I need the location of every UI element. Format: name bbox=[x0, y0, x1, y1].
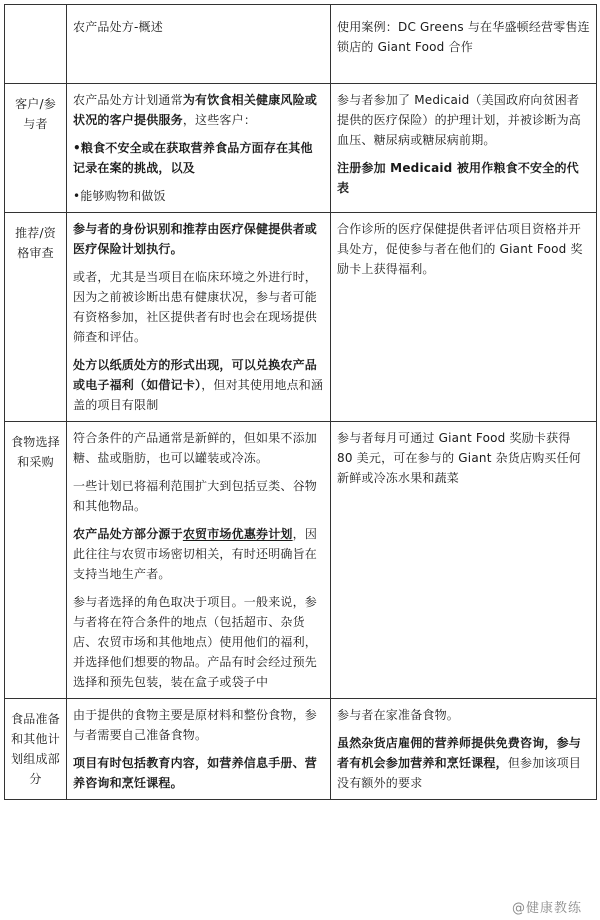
overview-cell bbox=[67, 422, 331, 699]
header-row bbox=[5, 5, 597, 84]
text-run: 但参加该项目没有额外的要求 bbox=[337, 756, 582, 790]
text-run: ，因此往往与农贸市场密切相关，有时还明确旨在支持当地生产者。 bbox=[73, 527, 318, 581]
cell-paragraph bbox=[337, 219, 590, 279]
cell-paragraph bbox=[337, 733, 590, 793]
cell-paragraph bbox=[337, 158, 590, 198]
use-case-cell bbox=[331, 422, 597, 699]
table-row bbox=[5, 84, 597, 213]
cell-paragraph bbox=[73, 138, 324, 178]
cell-paragraph bbox=[73, 524, 324, 584]
header-blank-cell bbox=[5, 5, 67, 84]
cell-paragraph bbox=[73, 219, 324, 259]
text-run: 或者，尤其是当项目在临床环境之外进行时，因为之前被诊断出患有健康状况，参与者可能有资格参加，社区提供者有时也会在现场提供筛查和评估。 bbox=[73, 270, 318, 344]
text-run: •能够购物和做饭 bbox=[73, 189, 166, 203]
cell-paragraph bbox=[337, 705, 590, 725]
text-run: ，但对其使用地点和涵盖的项目有限制 bbox=[73, 378, 324, 412]
bold-text: 农产品处方部分源于 bbox=[73, 527, 183, 541]
table-row bbox=[5, 699, 597, 800]
overview-cell bbox=[67, 699, 331, 800]
cell-paragraph bbox=[73, 267, 324, 347]
cell-paragraph bbox=[73, 428, 324, 468]
overview-cell bbox=[67, 213, 331, 422]
text-run: 合作诊所的医疗保健提供者评估项目资格并开具处方，促使参与者在他们的 Giant Food 奖励卡上获得福利。 bbox=[337, 222, 583, 276]
row-label: 客户/参与者 bbox=[5, 84, 67, 213]
text-run: 一些计划已将福利范围扩大到包括豆类、谷物和其他物品。 bbox=[73, 479, 318, 513]
bold-text: •粮食不安全或在获取营养食品方面存在其他记录在案的挑战，以及 bbox=[73, 141, 313, 175]
comparison-table bbox=[4, 4, 597, 800]
cell-paragraph bbox=[73, 592, 324, 692]
cell-paragraph bbox=[337, 428, 590, 488]
bold-text: 虽然杂货店雇佣的营养师提供免费咨询，参与者有机会参加营养和烹饪课程， bbox=[337, 736, 582, 770]
text-run: 符合条件的产品通常是新鲜的，但如果不添加糖、盐或脂肪，也可以罐装或冷冻。 bbox=[73, 431, 318, 465]
bold-text: 为有饮食相关健康风险或状况的客户提供服务 bbox=[73, 93, 318, 127]
table-row bbox=[5, 213, 597, 422]
cell-paragraph bbox=[73, 90, 324, 130]
use-case-cell bbox=[331, 699, 597, 800]
cell-paragraph bbox=[73, 355, 324, 415]
cell-paragraph bbox=[73, 753, 324, 793]
bold-text: 农贸市场优惠券计划 bbox=[182, 527, 293, 541]
bold-text: 参与者的身份识别和推荐由医疗保健提供者或医疗保险计划执行。 bbox=[73, 222, 318, 256]
cell-paragraph bbox=[337, 90, 590, 150]
text-run: 参与者每月可通过 Giant Food 奖励卡获得 80 美元，可在参与的 Giant 杂货店购买任何新鲜或冷冻水果和蔬菜 bbox=[337, 431, 582, 485]
text-run: ，这些客户： bbox=[182, 113, 257, 127]
bold-text: 项目有时包括教育内容，如营养信息手册、营养咨询和烹饪课程。 bbox=[73, 756, 318, 790]
text-run: 参与者选择的角色取决于项目。一般来说，参与者将在符合条件的地点（包括超市、杂货店、农贸市场和其他地点）使用他们的福利，并选择他们想要的物品。产品有时会经过预先选择和预先包装，装在盒子或袋子中 bbox=[73, 595, 318, 689]
text-run: 由于提供的食物主要是原材料和整份食物，参与者需要自己准备食物。 bbox=[73, 708, 318, 742]
bold-text: 注册参加 Medicaid 被用作粮食不安全的代表 bbox=[337, 161, 579, 195]
header-overview: 农产品处方-概述 bbox=[67, 5, 331, 84]
row-label: 食品准备和其他计划组成部分 bbox=[5, 699, 67, 800]
row-label: 食物选择和采购 bbox=[5, 422, 67, 699]
row-label: 推荐/资格审查 bbox=[5, 213, 67, 422]
table-body bbox=[5, 84, 597, 800]
text-run: 参与者参加了 Medicaid（美国政府向贫困者提供的医疗保险）的护理计划，并被诊断为高血压、糖尿病或糖尿病前期。 bbox=[337, 93, 582, 147]
overview-cell bbox=[67, 84, 331, 213]
use-case-cell bbox=[331, 84, 597, 213]
text-run: 农产品处方计划通常 bbox=[73, 93, 183, 107]
use-case-cell bbox=[331, 213, 597, 422]
text-run: 参与者在家准备食物。 bbox=[337, 708, 460, 722]
table-row bbox=[5, 422, 597, 699]
watermark-text: @健康教练 bbox=[512, 897, 582, 916]
cell-paragraph bbox=[73, 186, 324, 206]
header-use-case: 使用案例：DC Greens 与在华盛顿经营零售连锁店的 Giant Food 合作 bbox=[331, 5, 597, 84]
cell-paragraph bbox=[73, 705, 324, 745]
bold-text: 处方以纸质处方的形式出现，可以兑换农产品或电子福利（如借记卡） bbox=[73, 358, 318, 392]
cell-paragraph bbox=[73, 476, 324, 516]
